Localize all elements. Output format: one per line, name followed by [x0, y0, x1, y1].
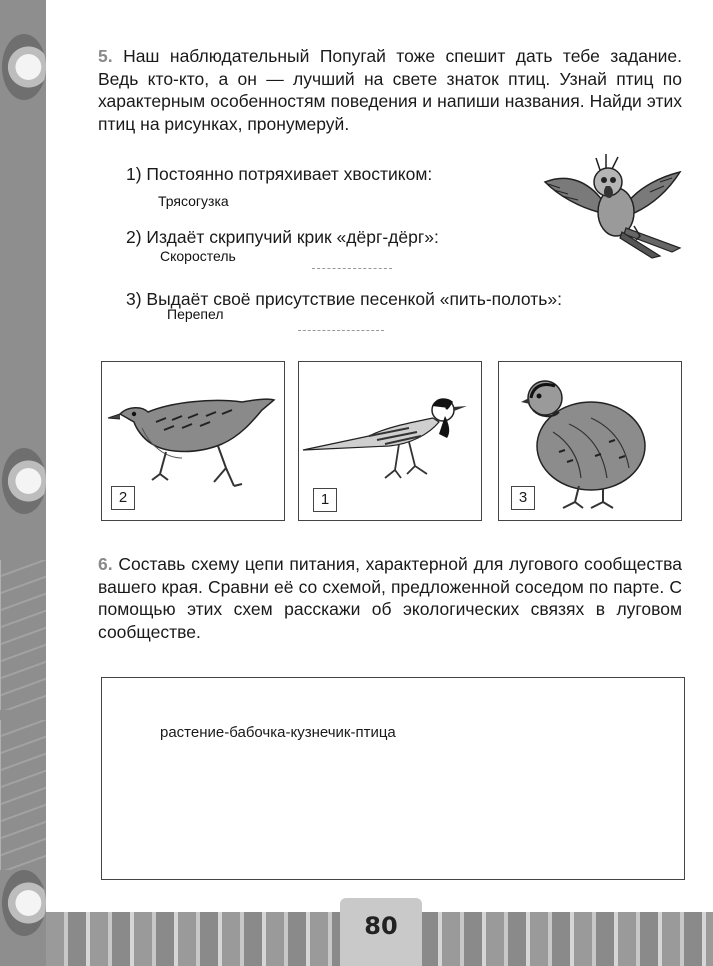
page-binding-strip — [0, 0, 46, 966]
picture-wagtail — [298, 361, 482, 521]
binder-ring-icon — [2, 448, 46, 514]
picture-number-box: 1 — [313, 488, 337, 512]
question-1: 1) Постоянно потряхивает хвостиком: — [126, 164, 433, 184]
page-number-tab — [340, 898, 422, 966]
question-3: 3) Выдаёт своё присутствие песенкой «пить-полоть»: — [126, 289, 562, 309]
picture-quail — [498, 361, 682, 521]
exercise-6-text — [98, 553, 682, 643]
exercise-6-answer-box[interactable] — [101, 677, 685, 880]
answer-line — [298, 330, 384, 331]
exercise-6-number: 6. — [98, 554, 113, 574]
answer-1: Трясогузка — [158, 193, 229, 209]
picture-corncrake — [101, 361, 285, 521]
answer-2: Скоростель — [160, 248, 236, 264]
picture-number-box: 3 — [511, 486, 535, 510]
parrot-icon — [540, 152, 686, 260]
binder-ring-icon — [2, 870, 46, 936]
question-2: 2) Издаёт скрипучий крик «дёрг-дёрг»: — [126, 227, 439, 247]
exercise-5-instructions: Наш наблюдательный Попугай тоже спешит дать тебе задание. Ведь кто-кто, а он — лучший на свете знаток птиц. Узнай птиц по характерным особенностям поведения и напиши названия. Найди этих птиц на рисунках, пронумеруй. — [98, 46, 682, 134]
exercise-5-number: 5. — [98, 46, 113, 66]
picture-number-box: 2 — [111, 486, 135, 510]
exercise-5-text — [98, 45, 682, 135]
answer-line — [312, 268, 392, 269]
food-chain-answer: растение-бабочка-кузнечик-птица — [160, 724, 396, 741]
page-number: 80 — [364, 912, 398, 940]
answer-3: Перепел — [167, 306, 224, 322]
binder-ring-icon — [2, 34, 46, 100]
leaf-decoration — [0, 560, 47, 710]
leaf-decoration — [0, 720, 47, 870]
exercise-6-instructions: Составь схему цепи питания, характерной для лугового сообщества вашего края. Сравни её со схемой, предложенной соседом по парте. С помощью этих схем расскажи об экологических связях в луговом сообществе. — [98, 554, 682, 642]
